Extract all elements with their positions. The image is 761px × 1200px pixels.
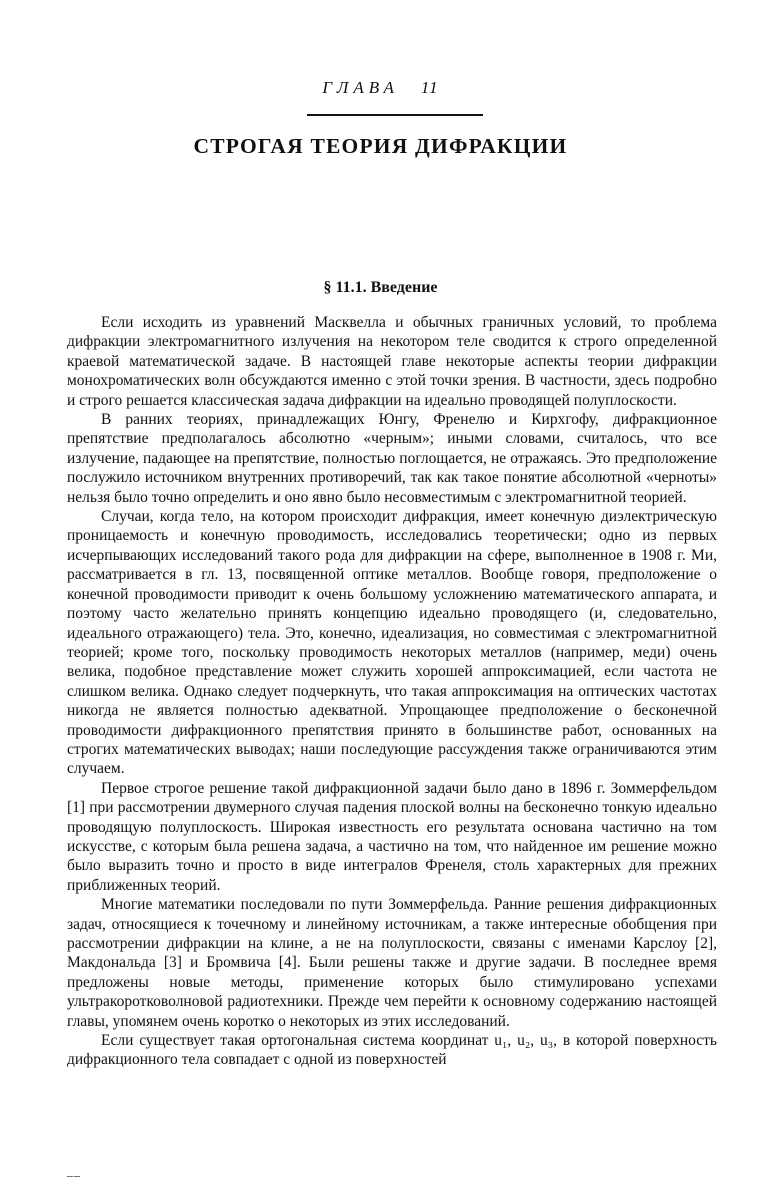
body-text: [67, 313, 717, 1070]
chapter-word: ГЛАВА: [322, 78, 399, 97]
chapter-title: СТРОГАЯ ТЕОРИЯ ДИФРАКЦИИ: [193, 134, 568, 158]
paragraph: Если исходить из уравнений Масквелла и обычных граничных условий, то проблема дифракции электромагнитного излучения на некотором теле сводится к строго определенной краевой математической задаче. В настоящей главе некоторые аспекты теории дифракции монохроматических волн обсуждаются именно с этой точки зрения. В частности, здесь подробно и строго решается классическая задача дифракции на идеально проводящей полуплоскости.: [67, 314, 717, 409]
paragraph: Случаи, когда тело, на котором происходит дифракция, имеет конечную диэлектрическую проницаемость и конечную проводимость, исследовались теоретически; одно из первых исчерпывающих исследований такого рода для дифракции на сфере, выполненное в 1908 г. Ми, рассматривается в гл. 13, посвященной оптике металлов. Вообще говоря, предположение о конечной проводимости приводит к очень большому усложнению математического аппарата, и поэтому часто желательно принять концепцию идеально проводящего (и, следовательно, идеального отражающего) тела. Это, конечно, идеализация, но совместимая с электромагнитной теорией; кроме того, поскольку проводимость некоторых металлов (например, меди) очень велика, подобное представление может служить хорошей аппроксимацией, если частота не слишком велика. Однако следует подчеркнуть, что такая аппроксимация на оптических частотах никогда не является полностью адекватной. Упрощающее предположение о бесконечной проводимости дифракционного препятствия принято в большинстве работ, основанных на строгих математических выводах; наши последующие рассуждения также ограничиваются этим случаем.: [67, 508, 717, 778]
paragraph: Многие математики последовали по пути Зоммерфельда. Ранние решения дифракционных задач, относящиеся к точечному и линейному источникам, а также интересные обобщения при рассмотрении дифракции на клине, а не на полуплоскости, связаны с именами Карслоу [2], Макдональда [3] и Бромвича [4]. Были решены также и другие задачи. В последнее время предложены новые методы, применение которых было стимулировано успехами ультракоротковолновой радиотехники. Прежде чем перейти к основному содержанию настоящей главы, упомянем очень коротко о некоторых из этих исследований.: [67, 896, 717, 1030]
chapter-rule: [307, 114, 483, 116]
footer-mark: ––: [67, 1168, 81, 1182]
chapter-label: [0, 78, 761, 98]
section-heading: § 11.1. Введение: [323, 279, 438, 296]
chapter-number: 11: [420, 78, 439, 97]
paragraph: Если существует такая ортогональная система координат u₁, u₂, u₃, в которой поверхность дифракционного тела совпадает с одной из поверхностей: [67, 1032, 717, 1069]
paragraph: Первое строгое решение такой дифракционной задачи было дано в 1896 г. Зоммерфельдом [1] при рассмотрении двумерного случая падения плоской волны на бесконечно тонкую идеально проводящую полуплоскость. Широкая известность его результата основана частично на том искусстве, с которым была решена задача, а частично на том, что найденное им решение можно было выразить точно и просто в виде интегралов Френеля, столь характерных для прежних приближенных теорий.: [67, 779, 717, 894]
paragraph: В ранних теориях, принадлежащих Юнгу, Френелю и Кирхгофу, дифракционное препятствие предполагалось абсолютно «черным»; иными словами, считалось, что все излучение, падающее на препятствие, полностью поглощается, не отражаясь. Это предположение послужило источником внутренних противоречий, так как такое понятие абсолютной «черноты» нельзя было точно определить и оно явно было несовместимым с электромагнитной теорией.: [67, 411, 717, 506]
